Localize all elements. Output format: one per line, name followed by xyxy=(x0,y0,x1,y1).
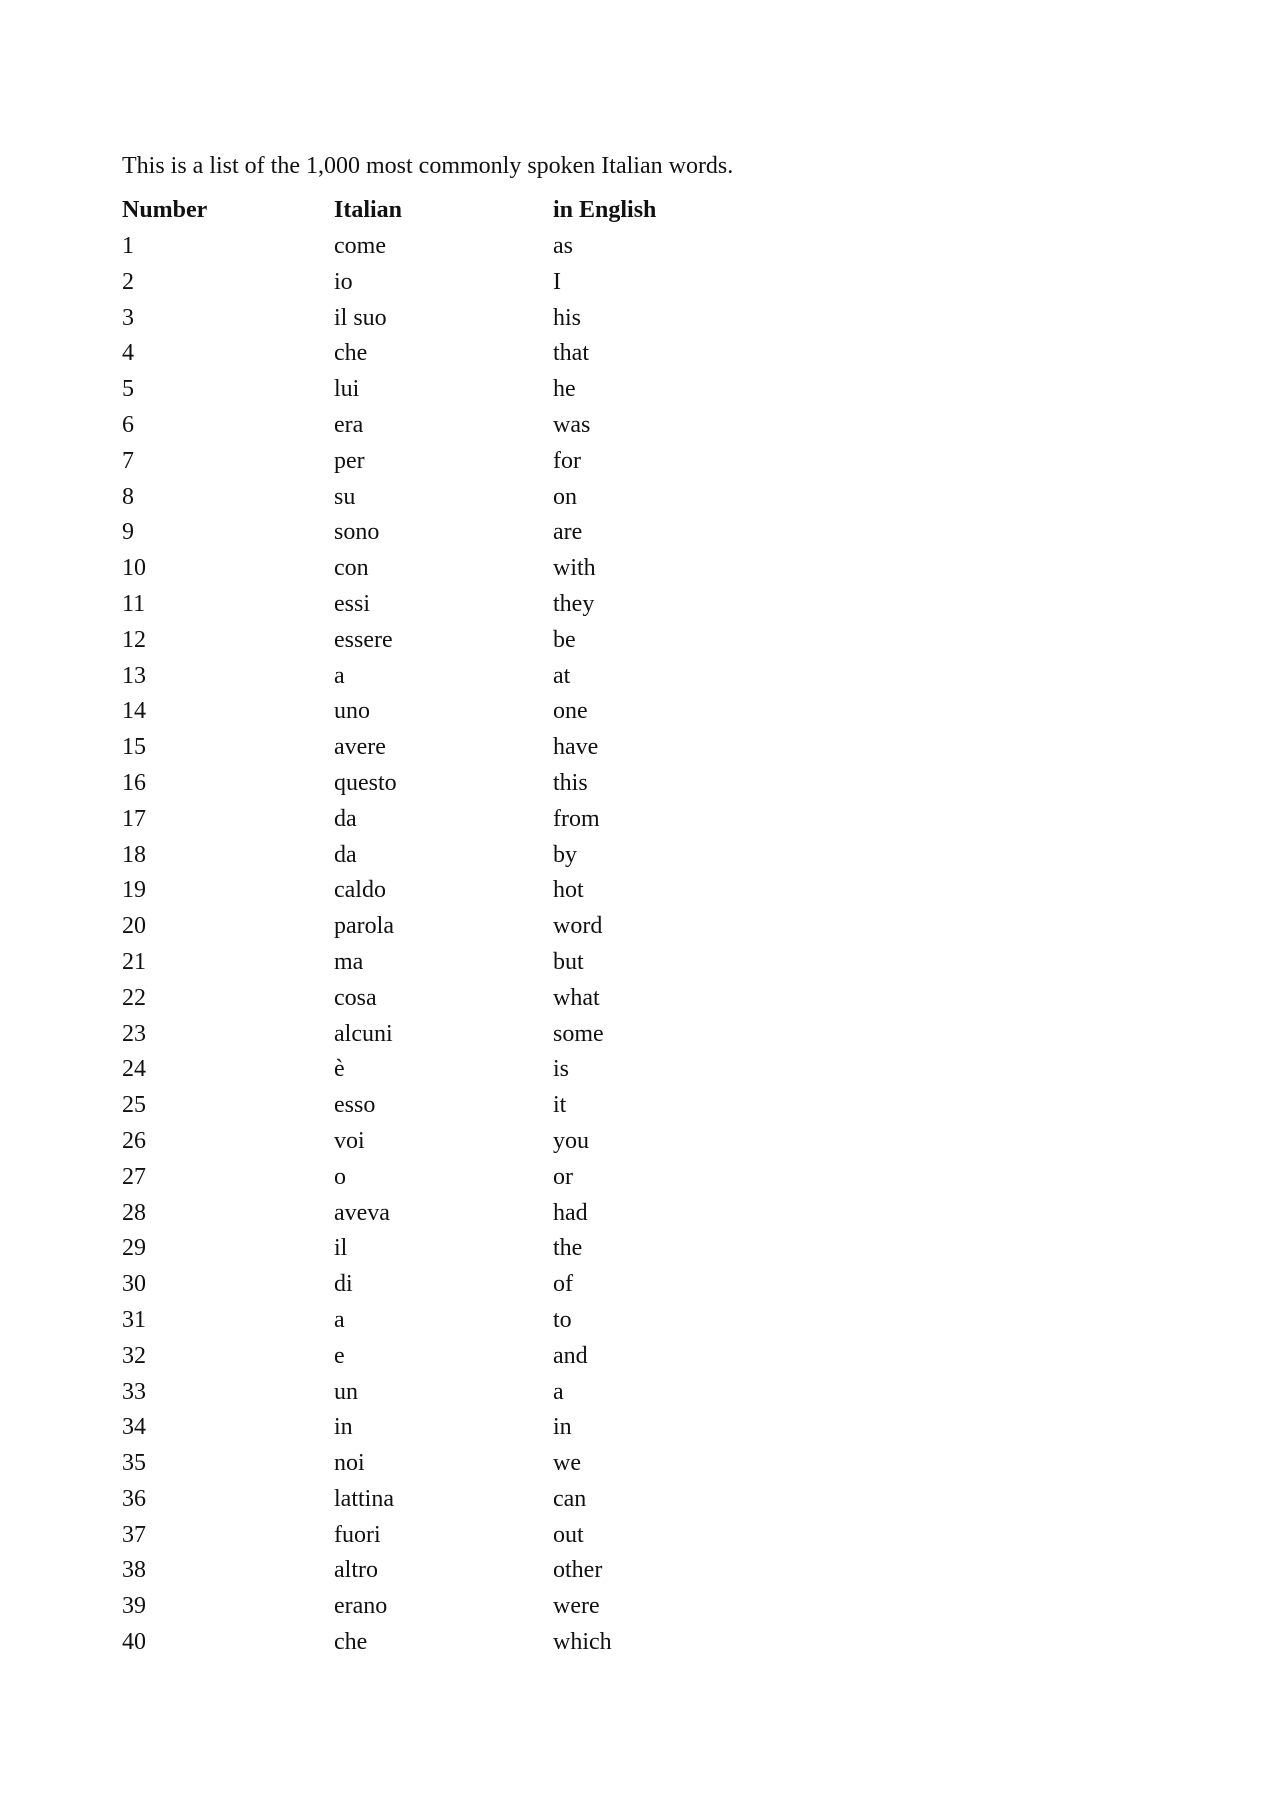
cell-italian: di xyxy=(334,1271,353,1298)
cell-english: was xyxy=(553,411,591,438)
cell-italian: con xyxy=(334,555,369,582)
cell-number: 11 xyxy=(122,590,146,617)
cell-english: and xyxy=(553,1342,588,1369)
cell-italian: a xyxy=(334,662,345,689)
table-row xyxy=(122,589,853,625)
cell-english: had xyxy=(553,1199,588,1226)
table-row xyxy=(122,1412,853,1448)
table-row xyxy=(122,1233,853,1269)
cell-english: is xyxy=(553,1056,570,1083)
cell-english: be xyxy=(553,626,576,653)
cell-english: hot xyxy=(553,877,584,904)
table-row xyxy=(122,553,853,589)
cell-english: one xyxy=(553,698,588,725)
cell-number: 26 xyxy=(122,1127,146,1154)
cell-italian: che xyxy=(334,340,368,367)
table-row xyxy=(122,1305,853,1341)
cell-italian: e xyxy=(334,1342,345,1369)
cell-number: 13 xyxy=(122,662,146,689)
cell-italian: che xyxy=(334,1629,368,1656)
cell-italian: il xyxy=(334,1235,348,1262)
table-row xyxy=(122,947,853,983)
cell-number: 21 xyxy=(122,948,146,975)
cell-number: 3 xyxy=(122,304,134,331)
cell-italian: essere xyxy=(334,626,393,653)
cell-italian: da xyxy=(334,841,357,868)
cell-english: some xyxy=(553,1020,604,1047)
cell-italian: a xyxy=(334,1306,345,1333)
cell-number: 5 xyxy=(122,376,134,403)
cell-italian: altro xyxy=(334,1557,378,1584)
table-row xyxy=(122,804,853,840)
cell-number: 34 xyxy=(122,1414,146,1441)
document-page xyxy=(122,150,1162,1663)
cell-number: 22 xyxy=(122,984,146,1011)
table-row xyxy=(122,1484,853,1520)
cell-italian: è xyxy=(334,1056,345,1083)
cell-number: 10 xyxy=(122,555,146,582)
cell-italian: noi xyxy=(334,1450,365,1477)
cell-italian: fuori xyxy=(334,1521,381,1548)
cell-number: 25 xyxy=(122,1092,146,1119)
cell-italian: avere xyxy=(334,734,386,761)
table-row xyxy=(122,1341,853,1377)
cell-italian: esso xyxy=(334,1092,376,1119)
cell-italian: sono xyxy=(334,519,380,546)
cell-english: of xyxy=(553,1271,573,1298)
cell-english: were xyxy=(553,1593,600,1620)
table-row xyxy=(122,1162,853,1198)
cell-italian: il suo xyxy=(334,304,387,331)
cell-italian: voi xyxy=(334,1127,365,1154)
table-row xyxy=(122,696,853,732)
cell-number: 40 xyxy=(122,1629,146,1656)
table-row xyxy=(122,1520,853,1556)
table-row xyxy=(122,1591,853,1627)
cell-english: he xyxy=(553,376,576,403)
cell-italian: per xyxy=(334,447,365,474)
table-row xyxy=(122,840,853,876)
cell-italian: cosa xyxy=(334,984,377,1011)
cell-english: his xyxy=(553,304,582,331)
cell-number: 32 xyxy=(122,1342,146,1369)
cell-english: they xyxy=(553,590,595,617)
cell-number: 37 xyxy=(122,1521,146,1548)
cell-english: a xyxy=(553,1378,564,1405)
cell-italian: ma xyxy=(334,948,364,975)
table-row xyxy=(122,446,853,482)
header-italian: Italian xyxy=(334,197,403,223)
cell-italian: lattina xyxy=(334,1485,394,1512)
table-row xyxy=(122,875,853,911)
cell-english: at xyxy=(553,662,571,689)
cell-english: for xyxy=(553,447,581,474)
table-row xyxy=(122,1269,853,1305)
table-row xyxy=(122,732,853,768)
cell-number: 17 xyxy=(122,805,146,832)
cell-number: 27 xyxy=(122,1163,146,1190)
cell-english: out xyxy=(553,1521,584,1548)
cell-english: on xyxy=(553,483,577,510)
cell-number: 16 xyxy=(122,769,146,796)
table-row xyxy=(122,482,853,518)
table-row xyxy=(122,983,853,1019)
cell-english: the xyxy=(553,1235,583,1262)
cell-italian: da xyxy=(334,805,357,832)
cell-english: which xyxy=(553,1629,612,1656)
table-row xyxy=(122,1019,853,1055)
table-row xyxy=(122,338,853,374)
cell-number: 18 xyxy=(122,841,146,868)
cell-italian: lui xyxy=(334,376,360,403)
table-row xyxy=(122,1627,853,1663)
cell-italian: era xyxy=(334,411,364,438)
table-row xyxy=(122,410,853,446)
cell-number: 4 xyxy=(122,340,134,367)
cell-english: it xyxy=(553,1092,567,1119)
cell-english: what xyxy=(553,984,600,1011)
cell-italian: su xyxy=(334,483,356,510)
table-row xyxy=(122,625,853,661)
header-english: in English xyxy=(553,197,657,223)
cell-english: I xyxy=(553,268,561,295)
cell-number: 20 xyxy=(122,913,146,940)
cell-number: 35 xyxy=(122,1450,146,1477)
cell-number: 24 xyxy=(122,1056,146,1083)
table-row xyxy=(122,1198,853,1234)
cell-english: from xyxy=(553,805,600,832)
table-row xyxy=(122,1126,853,1162)
cell-italian: uno xyxy=(334,698,370,725)
cell-italian: o xyxy=(334,1163,346,1190)
cell-number: 36 xyxy=(122,1485,146,1512)
intro-text: This is a list of the 1,000 most commonly spoken Italian words. xyxy=(122,153,734,179)
cell-number: 9 xyxy=(122,519,134,546)
cell-english: to xyxy=(553,1306,572,1333)
cell-english: can xyxy=(553,1485,587,1512)
cell-english: with xyxy=(553,555,596,582)
cell-number: 30 xyxy=(122,1271,146,1298)
cell-italian: questo xyxy=(334,769,397,796)
cell-italian: caldo xyxy=(334,877,386,904)
table-row xyxy=(122,768,853,804)
cell-number: 8 xyxy=(122,483,134,510)
table-row xyxy=(122,1377,853,1413)
cell-number: 29 xyxy=(122,1235,146,1262)
cell-number: 38 xyxy=(122,1557,146,1584)
cell-number: 6 xyxy=(122,411,134,438)
table-row xyxy=(122,1090,853,1126)
cell-english: we xyxy=(553,1450,581,1477)
table-row xyxy=(122,911,853,947)
header-number: Number xyxy=(122,197,208,223)
cell-number: 15 xyxy=(122,734,146,761)
table-row xyxy=(122,231,853,267)
cell-number: 1 xyxy=(122,233,134,259)
cell-english: in xyxy=(553,1414,572,1441)
table-row xyxy=(122,1054,853,1090)
table-row xyxy=(122,303,853,339)
cell-english: as xyxy=(553,233,573,259)
cell-english: have xyxy=(553,734,599,761)
cell-italian: come xyxy=(334,233,386,259)
cell-number: 2 xyxy=(122,268,134,295)
cell-italian: essi xyxy=(334,590,370,617)
cell-number: 7 xyxy=(122,447,134,474)
cell-english: word xyxy=(553,913,603,940)
cell-number: 12 xyxy=(122,626,146,653)
cell-number: 14 xyxy=(122,698,146,725)
table-row xyxy=(122,1555,853,1591)
cell-english: by xyxy=(553,841,577,868)
table-row xyxy=(122,517,853,553)
cell-number: 19 xyxy=(122,877,146,904)
cell-english: are xyxy=(553,519,583,546)
cell-english: this xyxy=(553,769,588,796)
cell-number: 33 xyxy=(122,1378,146,1405)
cell-italian: parola xyxy=(334,913,394,940)
cell-italian: in xyxy=(334,1414,353,1441)
cell-number: 23 xyxy=(122,1020,146,1047)
cell-english: you xyxy=(553,1127,589,1154)
table-row xyxy=(122,267,853,303)
cell-english: or xyxy=(553,1163,573,1190)
table-row xyxy=(122,1448,853,1484)
cell-italian: un xyxy=(334,1378,358,1405)
cell-number: 28 xyxy=(122,1199,146,1226)
cell-italian: io xyxy=(334,268,353,295)
header-row xyxy=(122,195,853,231)
word-rows xyxy=(122,231,853,1663)
cell-number: 39 xyxy=(122,1593,146,1620)
cell-italian: erano xyxy=(334,1593,388,1620)
table-row xyxy=(122,661,853,697)
cell-english: but xyxy=(553,948,584,975)
word-table xyxy=(122,195,853,1663)
table-row xyxy=(122,374,853,410)
cell-italian: alcuni xyxy=(334,1020,393,1047)
cell-english: other xyxy=(553,1557,603,1584)
cell-italian: aveva xyxy=(334,1199,390,1226)
cell-english: that xyxy=(553,340,589,367)
cell-number: 31 xyxy=(122,1306,146,1333)
